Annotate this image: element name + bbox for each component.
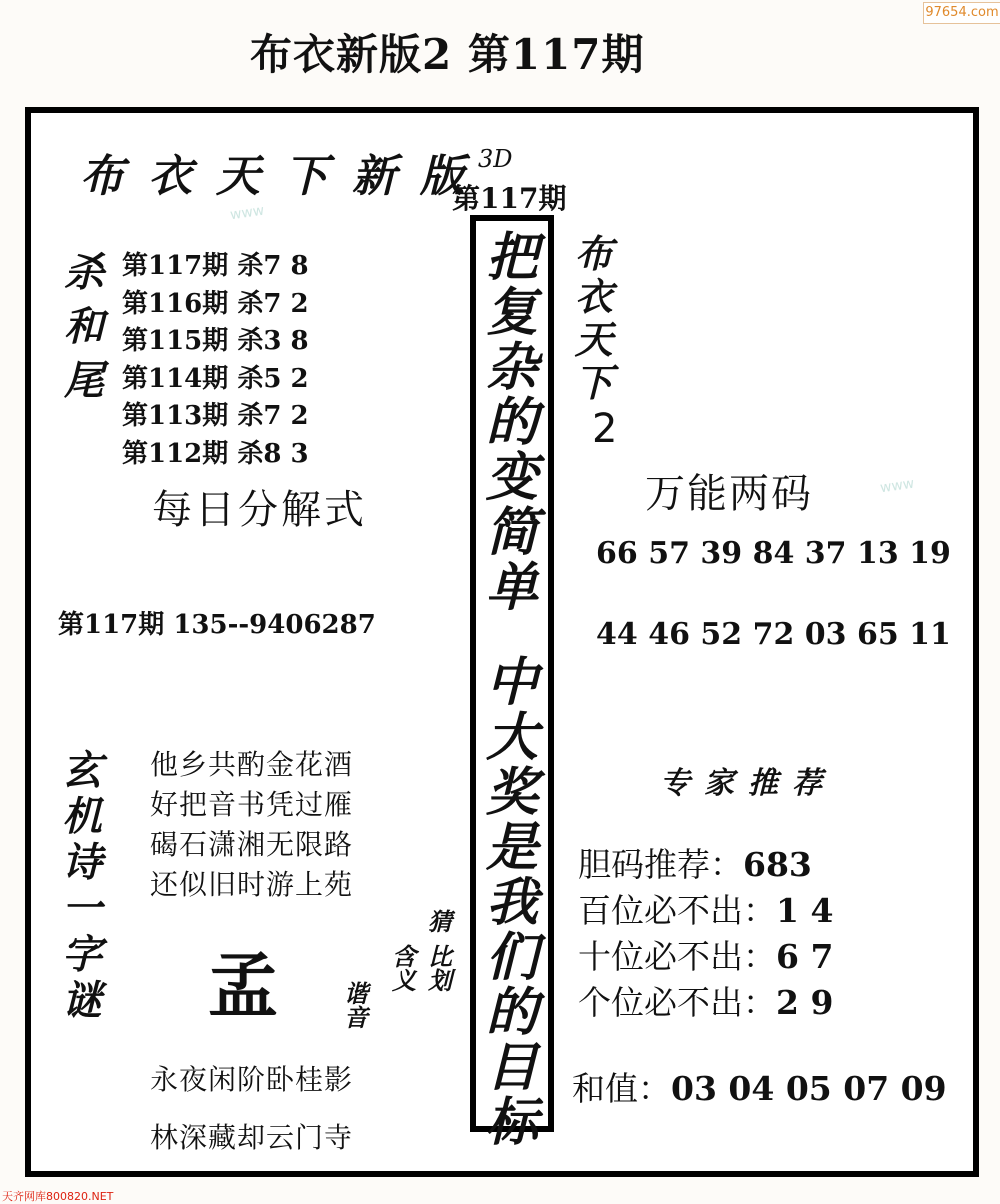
- label-char: 诗: [62, 839, 102, 886]
- slogan-char: 单: [485, 557, 538, 618]
- slogan-char: 奖: [485, 762, 538, 823]
- issue-label: 第117期: [452, 182, 567, 215]
- hint-meaning: [392, 942, 416, 995]
- sum-value: 03 04 05 07 09: [671, 1069, 947, 1108]
- sum-label: 和值：: [572, 1069, 671, 1108]
- brand-char: 衣: [574, 274, 613, 319]
- hint-char: 谐: [344, 979, 368, 1008]
- slogan-char: 我: [485, 872, 538, 933]
- slogan-char: 们: [485, 927, 538, 988]
- kill-row: 第112期 杀8 3: [122, 438, 309, 469]
- poem-line-6: 林深藏却云门寺: [150, 1121, 354, 1154]
- expert-title: 专家推荐: [660, 766, 836, 801]
- kill-row: 第114期 杀5 2: [122, 363, 309, 394]
- poem-line: 碣石潇湘无限路: [150, 828, 354, 861]
- hint-homophone: [344, 979, 368, 1032]
- faint-watermark: www: [879, 475, 916, 497]
- slogan-char: 简: [485, 502, 538, 563]
- label-char: 一: [62, 885, 102, 932]
- kill-list: [122, 248, 309, 474]
- hint-char: 音: [344, 1003, 368, 1032]
- slogan-char: 标: [485, 1092, 538, 1153]
- brand-char: 天: [574, 317, 613, 362]
- bai-row: [578, 888, 833, 934]
- slogan-char: 中: [485, 652, 538, 713]
- site-watermark: 97654.com: [923, 2, 1000, 24]
- label-char: 杀: [64, 249, 104, 296]
- poem-lines: [150, 745, 353, 905]
- shi-row: [578, 934, 833, 980]
- poem-line: 他乡共酌金花酒: [150, 748, 354, 781]
- poem-line: 好把音书凭过雁: [150, 788, 354, 821]
- dan-value: 683: [743, 845, 812, 884]
- slogan-char: 变: [485, 447, 538, 508]
- poem-line-5: 永夜闲阶卧桂影: [150, 1063, 354, 1096]
- right-brand: [570, 232, 617, 454]
- hint-char: 义: [392, 966, 416, 995]
- shi-label: 十位必不出：: [578, 937, 776, 976]
- page-title: 布衣新版2 第117期: [250, 30, 645, 79]
- bai-value: 1 4: [776, 891, 834, 930]
- bottom-watermark: 天齐网库800820.NET: [2, 1190, 114, 1203]
- poem-section-label: [62, 748, 102, 1024]
- daily-formula: 第117期 135--9406287: [58, 610, 376, 640]
- daily-title: 每日分解式: [152, 487, 367, 533]
- dan-label: 胆码推荐：: [578, 845, 743, 884]
- hint-char: 猜: [428, 907, 452, 936]
- hint-guess: [428, 907, 452, 936]
- ge-row: [578, 980, 833, 1026]
- hint-char: 比: [428, 942, 452, 971]
- faint-watermark: www: [229, 202, 266, 224]
- kill-section-label: [64, 246, 104, 408]
- kill-row: 第115期 杀3 8: [122, 326, 309, 357]
- riddle-character: 孟: [208, 944, 278, 1027]
- wanneng-row-2: 44 46 52 72 03 65 11: [596, 617, 951, 652]
- slogan-char: 杂: [485, 337, 538, 398]
- slogan-char: 大: [485, 707, 538, 768]
- slogan: [476, 227, 548, 1153]
- ge-label: 个位必不出：: [578, 983, 776, 1022]
- hint-char: 含: [392, 942, 416, 971]
- game-label: 3D: [478, 145, 513, 173]
- wanneng-title: 万能两码: [645, 471, 813, 517]
- shi-value: 6 7: [776, 937, 834, 976]
- brand-char: 布: [574, 231, 613, 276]
- label-char: 机: [62, 793, 102, 840]
- kill-row: 第117期 杀7 8: [122, 251, 309, 281]
- hint-stroke: [428, 942, 452, 995]
- slogan-char: 的: [485, 982, 538, 1043]
- kill-row: 第113期 杀7 2: [122, 401, 309, 432]
- label-char: 玄: [62, 747, 102, 794]
- brand-number: 2: [592, 406, 618, 452]
- slogan-char: 的: [485, 392, 538, 453]
- kill-row: 第116期 杀7 2: [122, 288, 309, 319]
- bai-label: 百位必不出：: [578, 891, 776, 930]
- brand-char: 下: [574, 360, 613, 405]
- slogan-char: 目: [485, 1037, 538, 1098]
- slogan-char: 是: [485, 817, 538, 878]
- slogan-char: 复: [485, 282, 538, 343]
- dan-row: [578, 842, 833, 888]
- ge-value: 2 9: [776, 983, 834, 1022]
- poster-brand: 布衣天下新版: [80, 151, 488, 202]
- wanneng-row-1: 66 57 39 84 37 13 19: [596, 536, 951, 571]
- label-char: 尾: [64, 357, 104, 404]
- label-char: 字: [62, 931, 102, 978]
- label-char: 和: [64, 303, 104, 350]
- hint-char: 划: [428, 966, 452, 995]
- label-char: 谜: [62, 977, 102, 1024]
- sum-row: [572, 1063, 947, 1110]
- expert-recommendations: [578, 842, 833, 1026]
- slogan-char: 把: [485, 227, 538, 288]
- poem-line: 还似旧时游上苑: [150, 868, 354, 901]
